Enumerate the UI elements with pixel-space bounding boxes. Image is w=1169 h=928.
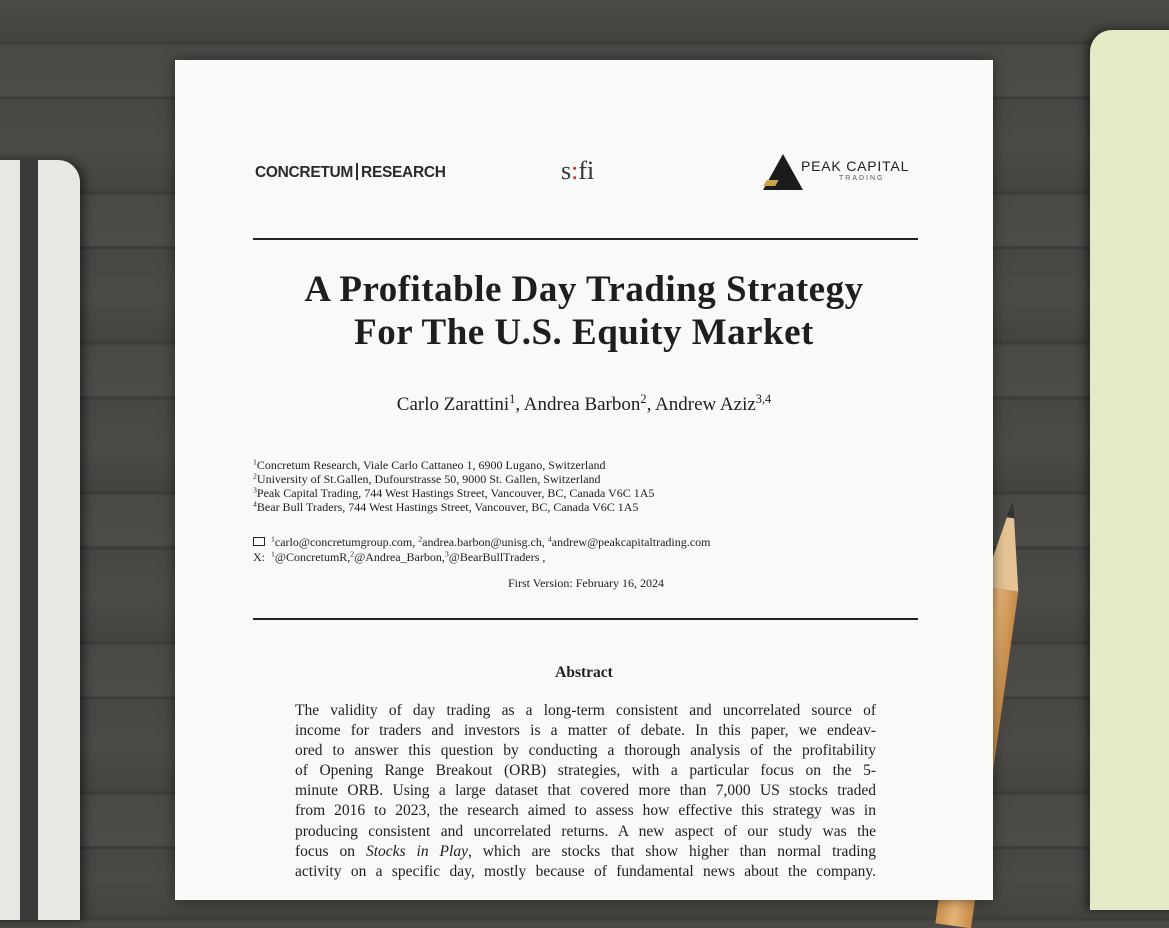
abstract-line: of Opening Range Breakout (ORB) strategies, with a particular focus on the 5- bbox=[295, 762, 876, 780]
x-handle: @Andrea_Barbon, bbox=[354, 549, 445, 564]
logo-text: TRADING bbox=[839, 175, 885, 182]
affiliation: $^2$University of St.Gallen, Dufourstrasse 50, 9000 St. Gallen, Switzerland bbox=[253, 471, 601, 486]
peak-capital-logo bbox=[763, 154, 923, 194]
author-name: Andrea Barbon bbox=[523, 394, 641, 415]
author-name: Andrew Aziz bbox=[655, 394, 756, 415]
x-icon: X: bbox=[253, 549, 265, 564]
author-sup: 2 bbox=[640, 392, 647, 407]
affiliations bbox=[253, 458, 654, 514]
logo-text: fi bbox=[578, 156, 595, 185]
logo-text: RESEARCH bbox=[361, 164, 446, 181]
abstract-line: producing consistent and uncorrelated returns. A new aspect of our study was the bbox=[295, 822, 876, 840]
email-line: $^1$carlo@concretumgroup.com, $^2$andrea.barbon@unisg.ch, $^4$andrew@peakcapitaltrading.com bbox=[253, 535, 710, 550]
author-sup: 3,4 bbox=[755, 392, 772, 407]
concretum-research-logo bbox=[255, 163, 446, 182]
affiliation: $^4$Bear Bull Traders, 744 West Hastings Street, Vancouver, BC, Canada V6C 1A5 bbox=[253, 499, 639, 514]
authors: Carlo Zarattini$^1$, Andrea Barbon$^2$, Andrew Aziz$^{3,4}$ bbox=[396, 392, 772, 415]
notebook-right bbox=[1090, 30, 1169, 910]
paper-title bbox=[175, 268, 993, 354]
x-handles-line: X: $^1$@ConcretumR,$^2$@Andrea_Barbon,$^3$@BearBullTraders , bbox=[253, 549, 546, 564]
author-sup: 1 bbox=[509, 392, 516, 407]
x-handle: @ConcretumR, bbox=[274, 549, 351, 564]
abstract-line: focus on Stocks in Play, which are stocks that show higher than normal trading bbox=[295, 842, 876, 860]
abstract-line: The validity of day trading as a long-term consistent and uncorrelated source of bbox=[295, 702, 876, 719]
abstract-line: from 2016 to 2023, the research aimed to assess how effective this strategy was in bbox=[295, 802, 876, 820]
top-rule bbox=[253, 238, 918, 240]
logo-text: PEAK CAPITAL bbox=[801, 158, 910, 174]
bottom-rule bbox=[253, 618, 918, 620]
notebook-left bbox=[0, 160, 80, 920]
notebook-elastic-band bbox=[20, 160, 38, 920]
logo-text: s bbox=[561, 156, 572, 185]
title-line: For The U.S. Equity Market bbox=[354, 312, 814, 353]
logo-text: : bbox=[571, 156, 579, 185]
logo-text: CONCRETUM bbox=[255, 164, 354, 181]
email: carlo@concretumgroup.com, bbox=[274, 535, 416, 549]
abstract-body bbox=[295, 701, 876, 882]
title-line: A Profitable Day Trading Strategy bbox=[304, 269, 864, 310]
paper-page bbox=[175, 60, 993, 900]
abstract-line: minute ORB. Using a large dataset that covered more than 7,000 US stocks traded bbox=[295, 782, 876, 800]
affiliation: $^3$Peak Capital Trading, 744 West Hastings Street, Vancouver, BC, Canada V6C 1A5 bbox=[253, 485, 655, 500]
affiliation: $^1$Concretum Research, Viale Carlo Cattaneo 1, 6900 Lugano, Switzerland bbox=[253, 457, 606, 472]
email: andrew@peakcapitaltrading.com bbox=[551, 535, 711, 549]
emphasis: Stocks in Play bbox=[365, 842, 468, 860]
email: andrea.barbon@unisg.ch, bbox=[422, 535, 545, 549]
sfi-logo bbox=[561, 156, 594, 186]
envelope-icon bbox=[253, 537, 265, 546]
x-handle: @BearBullTraders , bbox=[448, 549, 546, 564]
abstract-line: activity on a specific day, mostly because of fundamental news about the company. bbox=[295, 862, 876, 880]
author-name: Carlo Zarattini bbox=[396, 394, 510, 415]
contacts bbox=[253, 535, 710, 564]
abstract-line: ored to answer this question by conducting a thorough analysis of the profitability bbox=[295, 742, 876, 760]
abstract-heading: Abstract bbox=[555, 664, 613, 681]
abstract-line: income for traders and investors is a matter of debate. In this paper, we endeav- bbox=[295, 722, 876, 740]
version-date: First Version: February 16, 2024 bbox=[507, 576, 665, 590]
